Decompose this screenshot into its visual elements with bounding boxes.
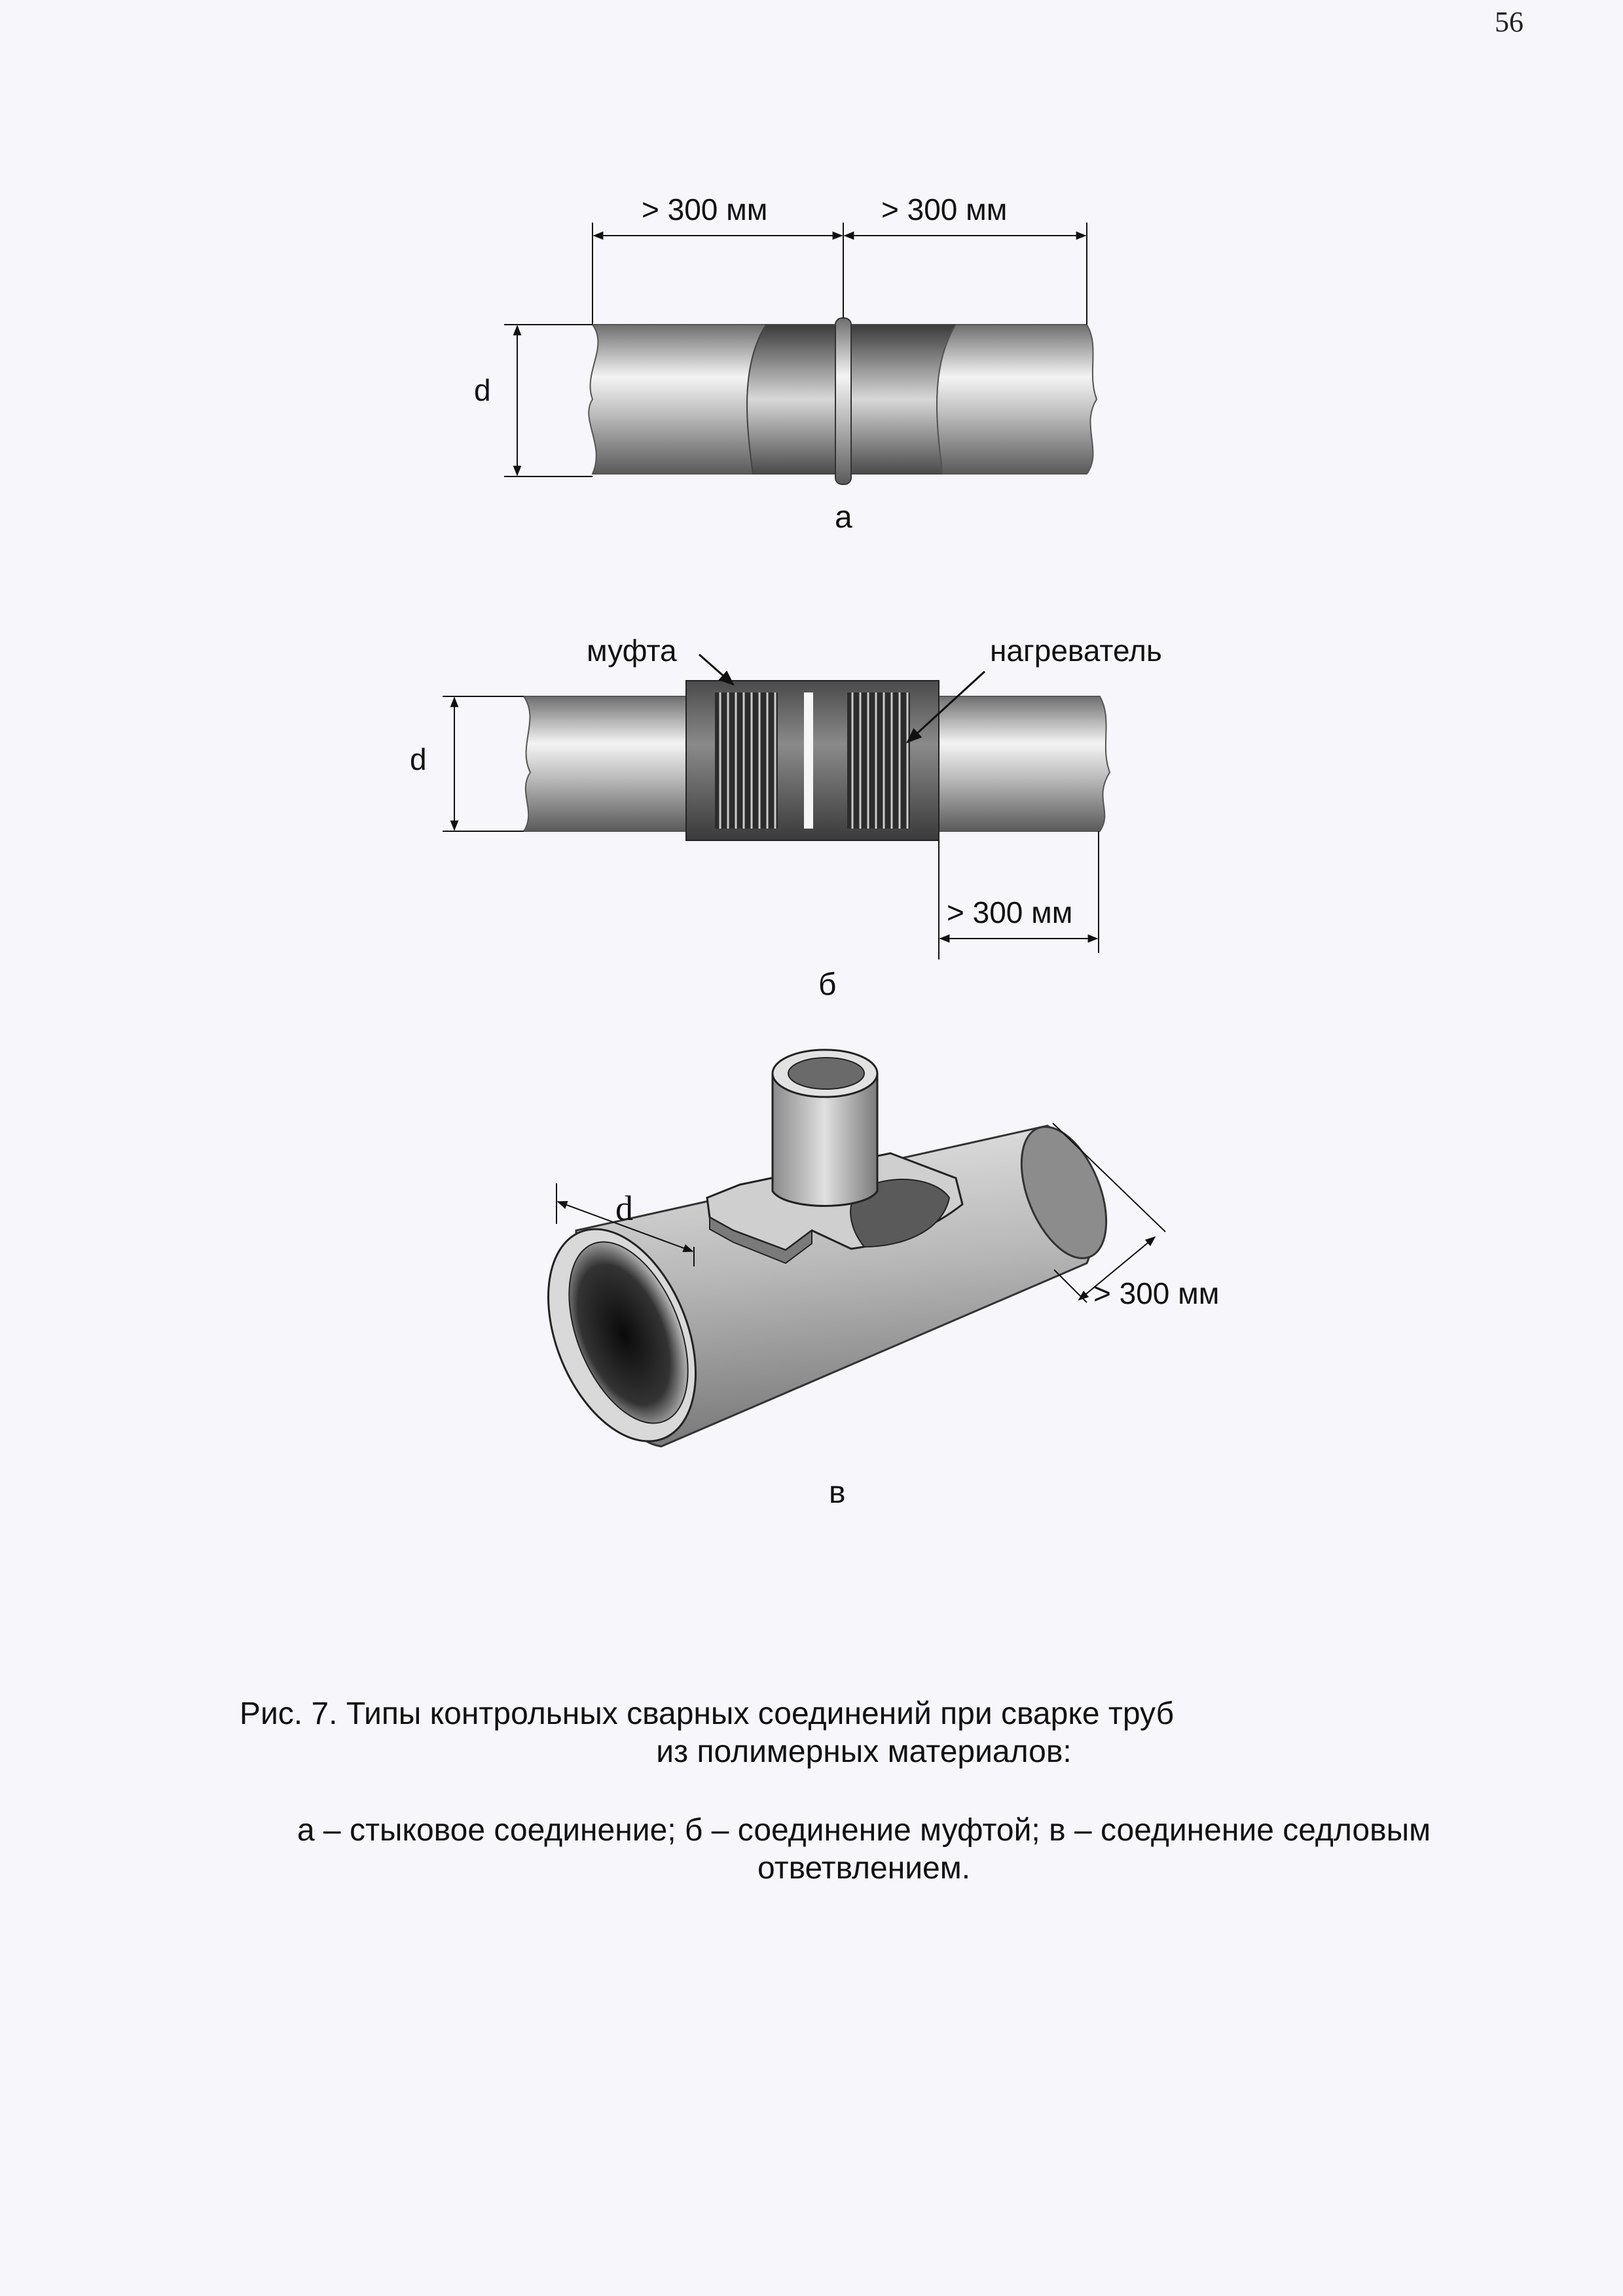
- heater-coil-right: [847, 692, 910, 829]
- page-number: 56: [1495, 6, 1523, 38]
- dim-b-d-label: d: [410, 742, 427, 776]
- figure-v-label: в: [829, 1475, 846, 1510]
- branch-stub-hole: [788, 1058, 864, 1089]
- caption-line-2: из полимерных материалов:: [656, 1734, 1072, 1769]
- heater-label: нагреватель: [990, 634, 1162, 668]
- dim-a-right-label: > 300 мм: [881, 192, 1008, 226]
- dim-a-d-label: d: [474, 373, 491, 407]
- pipe-a-right: [937, 325, 1097, 474]
- caption-line-1: Рис. 7. Типы контрольных сварных соединений при сварке труб: [239, 1696, 1175, 1731]
- heater-coil-left: [715, 692, 778, 829]
- muff-label: муфта: [587, 634, 677, 668]
- pipe-a-left: [589, 325, 766, 474]
- figure-a-label: а: [835, 500, 852, 535]
- legend-line-2: ответвлением.: [757, 1851, 971, 1886]
- dim-a-left-label: > 300 мм: [642, 192, 768, 226]
- figure-b-label: б: [818, 967, 837, 1002]
- dim-b-len-label: > 300 мм: [947, 895, 1073, 929]
- dim-v-len-label: > 300 мм: [1093, 1276, 1220, 1310]
- weld-bead: [835, 318, 851, 484]
- legend-line-1: а – стыковое соединение; б – соединение муфтой; в – соединение седловым: [297, 1813, 1431, 1848]
- figure-a-butt-joint: [474, 192, 1097, 535]
- figure-v-saddle-branch: [520, 1050, 1220, 1510]
- figure-b-sleeve-joint: [410, 634, 1162, 1002]
- dim-v-d-label: d: [615, 1189, 633, 1228]
